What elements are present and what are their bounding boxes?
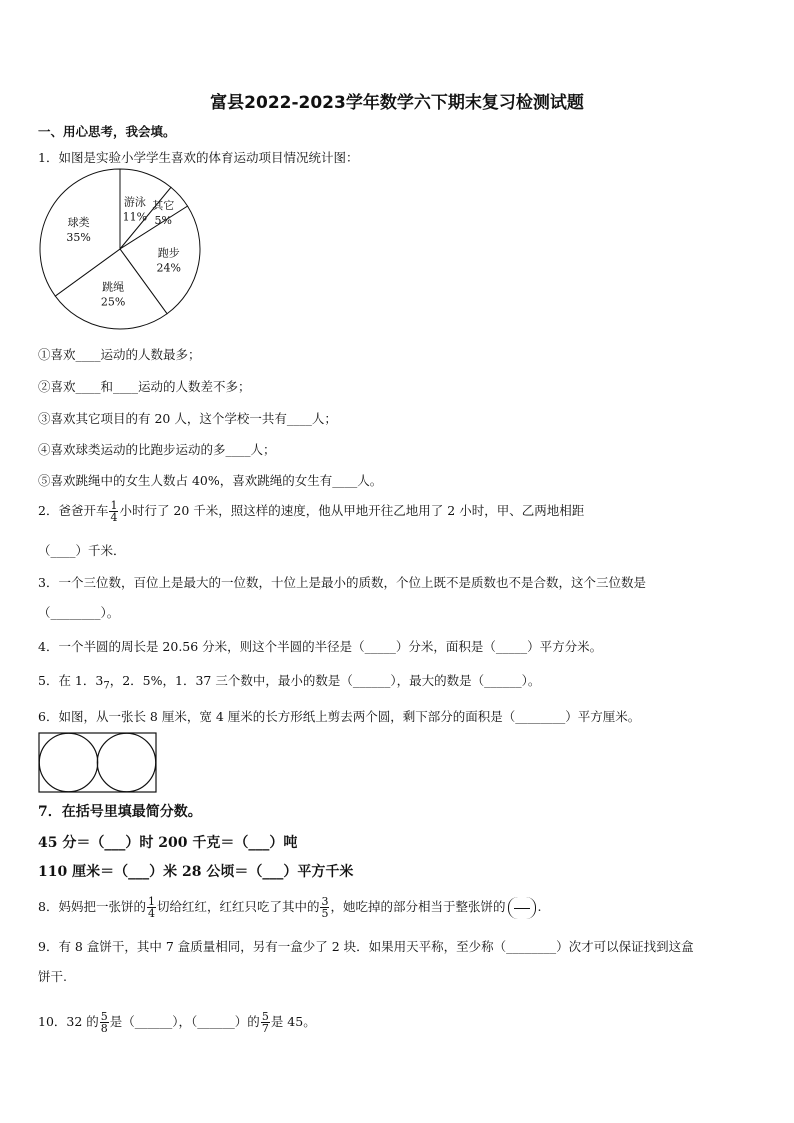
question-6: 6．如图，从一张长 8 厘米，宽 4 厘米的长方形纸上剪去两个圆，剩下部分的面积是（________）平方厘米。 (38, 709, 641, 724)
question-10-fraction-2: $\frac{5}{7}$ (261, 1010, 269, 1035)
question-10-pre: 10．32 的 (38, 1014, 99, 1029)
question-10-mid: 是（______），（______）的 (109, 1014, 260, 1029)
pie-label-name: 跳绳 (102, 280, 125, 294)
question-9-line-1: 9．有 8 盒饼干，其中 7 盒质量相同，另有一盒少了 2 块．如果用天平称，至少称（________）次才可以保证找到这盒 (38, 939, 694, 954)
pie-label-name: 跑步 (157, 246, 180, 260)
pie-label-name: 游泳 (123, 195, 146, 209)
pie-label-percent: 35% (66, 230, 91, 244)
page-title: 富县2022-2023学年数学六下期末复习检测试题 (210, 93, 584, 113)
question-8-fraction-1: $\frac{1}{4}$ (147, 895, 155, 920)
question-4: 4．一个半圆的周长是 20.56 分米，则这个半圆的半径是（_____）分米，面积是（_____）平方分米。 (38, 639, 603, 654)
section-heading: 一、用心思考，我会填。 (38, 124, 176, 139)
question-7-row-2: 110 厘米＝（___）米 28 公顷＝（___）平方千米 (38, 864, 354, 880)
question-2-line-2: （____）千米． (38, 543, 126, 558)
question-5-pre: 5．在 1．3 (38, 673, 104, 688)
answer-fraction-blank (508, 897, 536, 919)
question-8-post: ，她吃掉的部分相当于整张饼的 (330, 899, 506, 914)
question-5 (38, 671, 540, 692)
pie-label-percent: 25% (100, 295, 126, 309)
question-1-sub-3: ③喜欢其它项目的有 20 人，这个学校一共有____人； (38, 411, 337, 426)
question-7-stem: 7．在括号里填最简分数。 (38, 804, 202, 820)
question-2-pre: 2．爸爸开车 (38, 503, 109, 518)
question-3-line-2: （________）。 (38, 605, 120, 620)
pie-label-percent: 5% (154, 213, 172, 227)
question-5-post: ，2．5%，1．37 三个数中，最小的数是（______），最大的数是（______）。 (109, 673, 541, 688)
question-9-line-2: 饼干. (38, 969, 67, 984)
question-8: 8．妈妈把一张饼的 $\frac{1}{4}$ 切给红红，红红只吃了其中的 $\frac{3}{5}$ ，她吃掉的部分相当于整张饼的 . (38, 895, 542, 920)
pie-label-name: 其它 (152, 198, 175, 212)
question-1-sub-4: ④喜欢球类运动的比跑步运动的多____人； (38, 442, 276, 457)
question-10-post: 是 45。 (270, 1014, 316, 1029)
question-10 (38, 1011, 316, 1034)
question-2-line-1 (38, 500, 584, 523)
pie-chart (36, 165, 208, 331)
question-1-sub-5: ⑤喜欢跳绳中的女生人数占 40%，喜欢跳绳的女生有____人。 (38, 473, 383, 488)
question-10-fraction-1: $\frac{5}{8}$ (100, 1010, 108, 1035)
pie-label-percent: 11% (122, 210, 148, 224)
right-circle (97, 733, 155, 791)
rectangle-circles-figure (38, 732, 158, 794)
question-2-post: 小时行了 20 千米，照这样的速度，他从甲地开往乙地用了 2 小时，甲、乙两地相距 (119, 503, 585, 518)
question-7-row-1: 45 分＝（___）时 200 千克＝（___）吨 (38, 835, 298, 851)
left-circle (39, 733, 97, 791)
question-3-line-1: 3．一个三位数，百位上是最大的一位数，十位上是最小的质数，个位上既不是质数也不是合数，这个三位数是 (38, 575, 646, 590)
question-2-fraction: $\frac{1}{4}$ (110, 499, 118, 524)
question-8-pre: 8．妈妈把一张饼的 (38, 899, 146, 914)
question-1-stem: 1．如图是实验小学学生喜欢的体育运动项目情况统计图： (38, 150, 359, 165)
question-8-fraction-2: $\frac{3}{5}$ (321, 895, 329, 920)
question-5-sub: 7 (103, 680, 110, 692)
question-1-sub-1: ①喜欢____运动的人数最多； (38, 347, 201, 362)
question-1-sub-2: ②喜欢____和____运动的人数差不多； (38, 379, 251, 394)
pie-label-name: 球类 (67, 215, 90, 229)
pie-label-percent: 24% (156, 261, 181, 275)
question-8-mid: 切给红红，红红只吃了其中的 (156, 899, 320, 914)
